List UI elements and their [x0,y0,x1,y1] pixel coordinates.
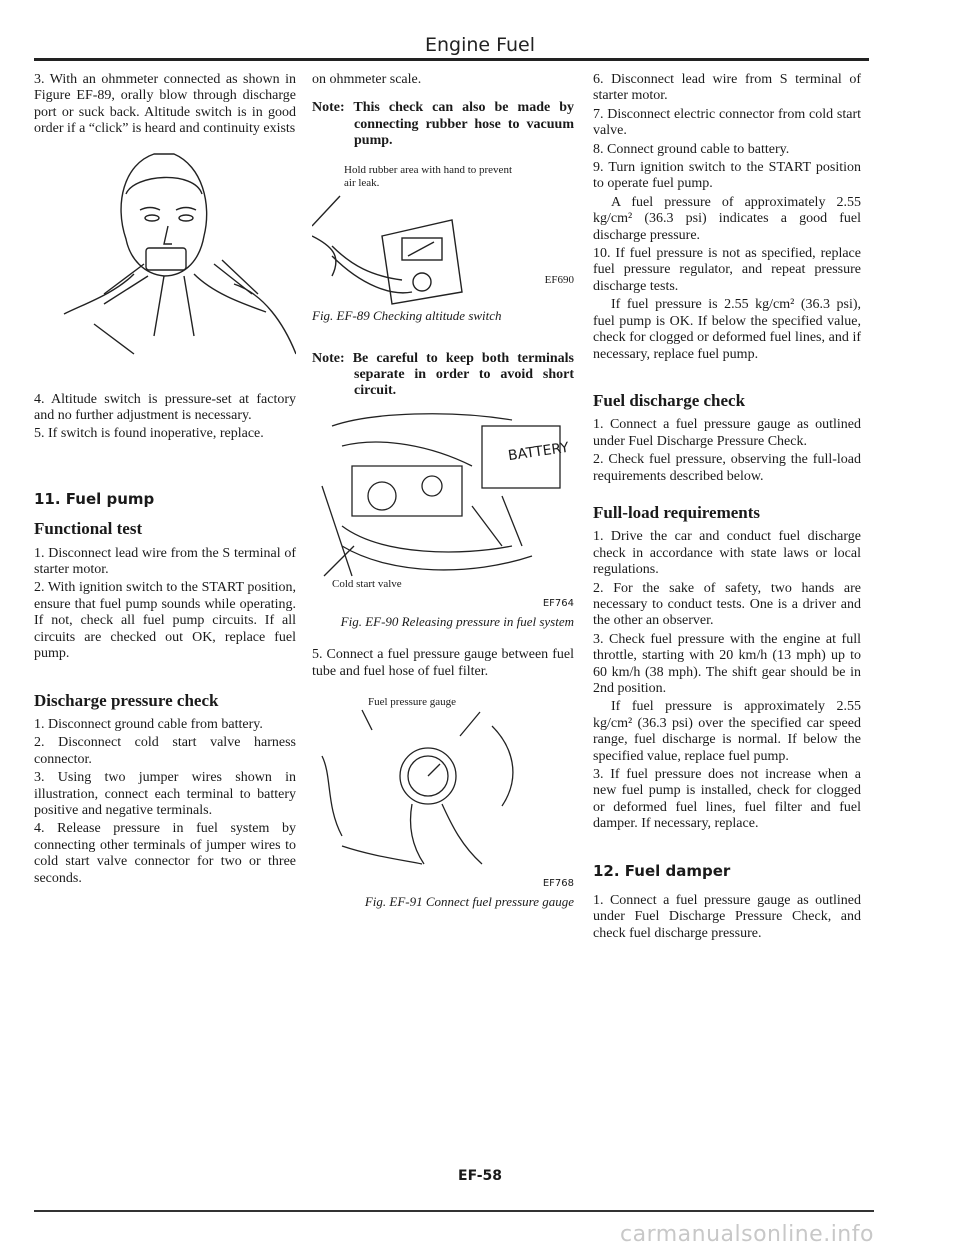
page-number: EF-58 [458,1168,502,1184]
paragraph: 5. If switch is found inoperative, replace. [34,426,264,442]
section-heading-fuel-pump: 11. Fuel pump [34,489,155,508]
subheading-full-load-requirements: Full-load requirements [593,502,761,522]
note: Note: Be careful to keep both terminals separate in order to avoid short circuit. [312,350,574,399]
paragraph: 2. Check fuel pressure, observing the full-load requirements described below. [593,452,861,484]
figure-ef89 [312,156,574,306]
figure-caption: Fig. EF-90 Releasing pressure in fuel system [340,614,574,630]
paragraph: If fuel pressure is approximately 2.55 kg/cm² (36.3 psi) over the specified car speed range, fuel discharge is normal. If below the specified value, replace fuel pump. [593,699,861,764]
subheading-functional-test: Functional test [34,519,143,539]
figure-label-battery: BATTERY [507,439,570,465]
paragraph: 4. Release pressure in fuel system by connecting other terminals of jumper wires to cold start valve connector for two or three seconds. [34,821,296,886]
paragraph: 7. Disconnect electric connector from cold start valve. [593,106,861,139]
paragraph: 2. Disconnect cold start valve harness connector. [34,735,296,767]
figure-ef91 [312,696,574,876]
column-left [34,72,296,889]
fuel-pressure-gauge-illustration [312,696,574,876]
paragraph: 1. Connect a fuel pressure gauge as outlined under Fuel Discharge Pressure Check, and check fuel discharge pressure. [593,893,861,941]
watermark-text: carmanualsonline.info [620,1222,874,1247]
page-header-title: Engine Fuel [424,34,536,56]
paragraph: 10. If fuel pressure is not as specified, replace fuel pressure regulator, and repeat pressure discharge tests. [593,246,861,294]
figure-code: EF768 [542,878,574,890]
figure-code: EF764 [542,597,574,609]
figure-code: EF690 [544,273,574,286]
figure-ef89-left [34,144,296,364]
paragraph: A fuel pressure of approximately 2.55 kg/cm² (36.3 psi) indicates a good fuel discharge pressure. [593,194,861,243]
figure-caption: Fig. EF-91 Connect fuel pressure gauge [364,894,574,910]
paragraph: 1. Disconnect lead wire from the S terminal of starter motor. [34,545,296,578]
figure-callout: Hold rubber area with hand to prevent air leak. [344,163,512,189]
paragraph: 4. Altitude switch is pressure-set at factory and no further adjustment is necessary. [34,391,296,424]
subheading-fuel-discharge-check: Fuel discharge check [593,390,746,410]
figure-callout: Cold start valve [332,577,402,590]
column-middle [312,72,574,909]
paragraph: 3. Using two jumper wires shown in illustration, connect each terminal to battery positive and negative terminals. [34,770,296,818]
paragraph: 3. With an ohmmeter connected as shown in Figure EF-89, orally blow through discharge port or suck back. Altitude switch is in good order if a “click” is heard and continuity exists [34,72,296,137]
paragraph: 2. With ignition switch to the START position, ensure that fuel pump sounds while operating. If not, check all fuel pump circuits. If all circuits are checked out OK, replace fuel pump. [34,580,296,662]
paragraph: 9. Turn ignition switch to the START position to operate fuel pump. [593,160,861,192]
paragraph: 3. Check fuel pressure with the engine at full throttle, starting with 20 km/h (13 mph) up to 60 km/h (38 mph). The shift gear should be in 2nd position. [593,631,861,696]
paragraph: on ohmmeter scale. [312,72,422,87]
subheading-discharge-pressure-check: Discharge pressure check [34,690,219,710]
paragraph: If fuel pressure is 2.55 kg/cm² (36.3 psi), fuel pump is OK. If below the specified value, check for clogged or deformed fuel lines, and if necessary, replace fuel pump. [593,297,861,362]
paragraph: 1. Connect a fuel pressure gauge as outlined under Fuel Discharge Pressure Check. [593,417,861,449]
header-rule [34,58,869,61]
column-right [593,72,861,944]
person-blowing-illustration [34,144,296,364]
figure-ef90 [312,406,574,596]
paragraph: 2. For the sake of safety, two hands are necessary to conduct tests. One is a driver and the other an observer. [593,580,861,629]
figure-caption: Fig. EF-89 Checking altitude switch [312,307,502,323]
paragraph: 1. Drive the car and conduct fuel discharge check in accordance with state laws or local regulations. [593,529,861,578]
note: Note: This check can also be made by connecting rubber hose to vacuum pump. [312,100,574,149]
paragraph: 5. Connect a fuel pressure gauge between fuel tube and fuel hose of fuel filter. [312,647,574,679]
section-heading-fuel-damper: 12. Fuel damper [593,861,731,880]
paragraph: 8. Connect ground cable to battery. [593,141,790,157]
figure-callout: Fuel pressure gauge [368,696,456,709]
footer-rule [34,1210,874,1212]
paragraph: 6. Disconnect lead wire from S terminal of starter motor. [593,72,861,104]
paragraph: 1. Disconnect ground cable from battery. [34,716,263,732]
engine-bay-battery-illustration [312,406,574,596]
paragraph: 3. If fuel pressure does not increase when a new fuel pump is installed, check for clogged or deformed fuel lines, fuel filter and fuel damper. If necessary, replace. [593,767,861,832]
